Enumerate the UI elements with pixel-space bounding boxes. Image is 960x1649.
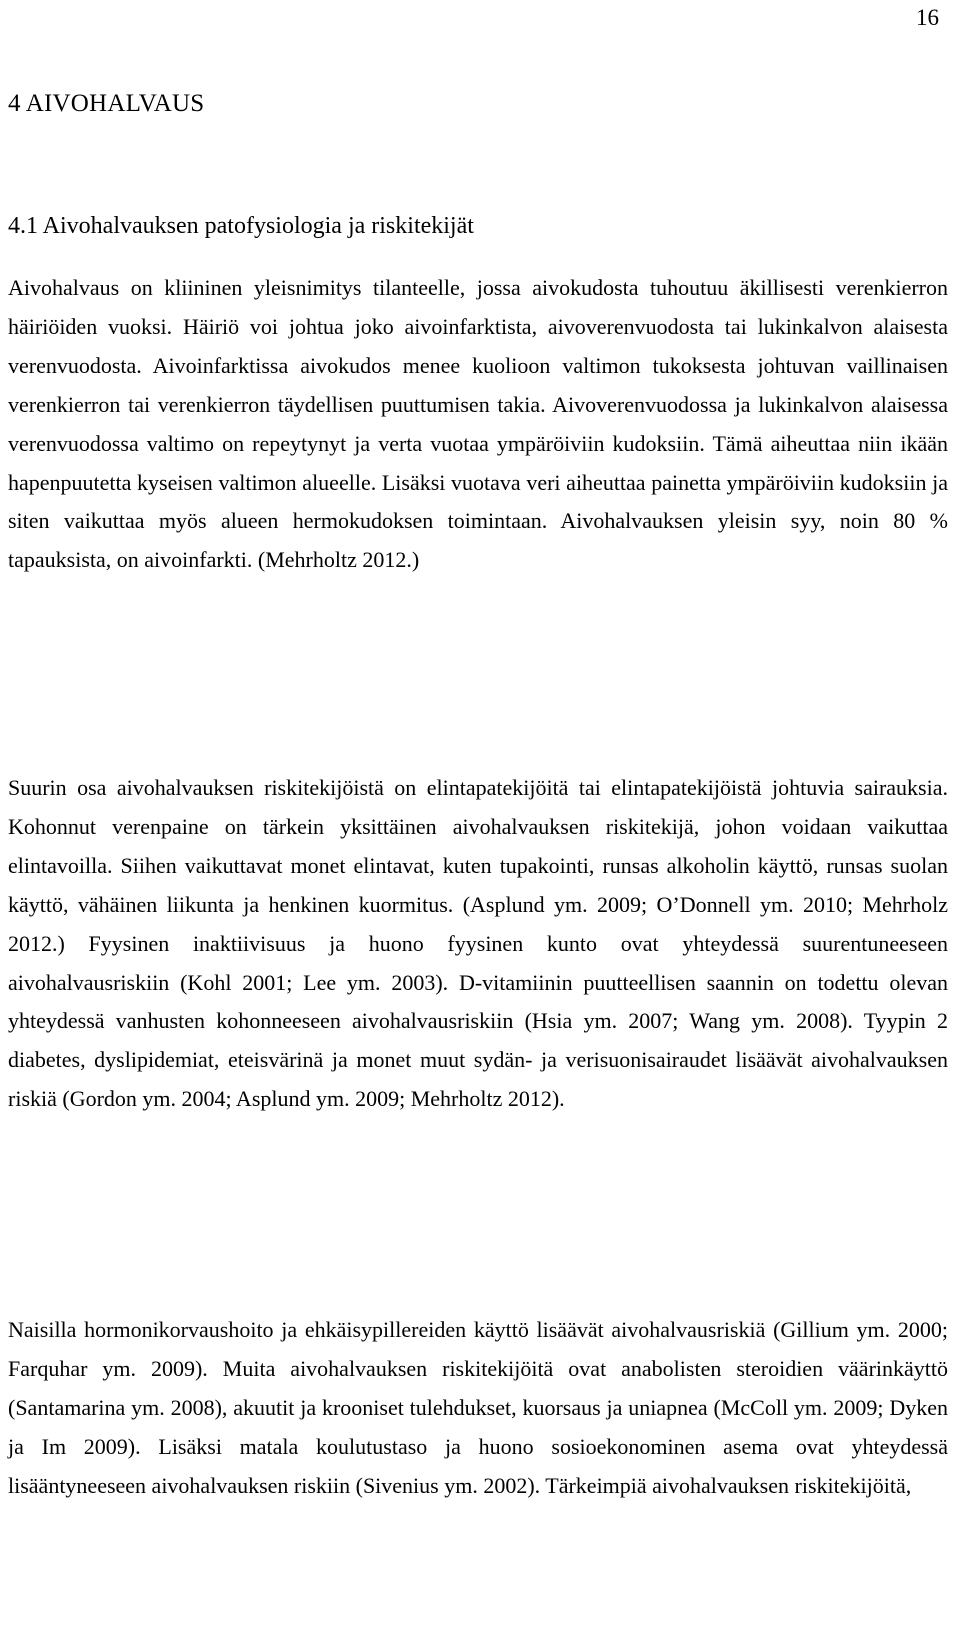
- paragraph-stroke-definition: Aivohalvaus on kliininen yleisnimitys tilanteelle, jossa aivokudosta tuhoutuu äkillisesti verenkierron häiriöiden vuoksi. Häiriö voi johtua joko aivoinfarktista, aivoverenvuodosta tai lukinkalvon alaisesta verenvuodosta. Aivoinfarktissa aivokudos menee kuolioon valtimon tukoksesta johtuvan vaillinaisen verenkierron tai verenkierron täydellisen puuttumisen takia. Aivoverenvuodossa ja lukinkalvon alaisessa verenvuodossa valtimo on repeytynyt ja verta vuotaa ympäröiviin kudoksiin. Tämä aiheuttaa niin ikään hapenpuutetta kyseisen valtimon alueelle. Lisäksi vuotava veri aiheuttaa painetta ympäröiviin kudoksiin ja siten vaikuttaa myös alueen hermokudoksen toimintaan. Aivohalvauksen yleisin syy, noin 80 % tapauksista, on aivoinfarkti. (Mehrholtz 2012.): [8, 275, 948, 573]
- chapter-heading: 4 AIVOHALVAUS: [8, 90, 205, 117]
- section-heading: 4.1 Aivohalvauksen patofysiologia ja riskitekijät: [8, 213, 474, 239]
- page-number: 16: [916, 5, 939, 30]
- paragraph-lifestyle-risk-factors: Suurin osa aivohalvauksen riskitekijöistä on elintapatekijöitä tai elintapatekijöistä johtuvia sairauksia. Kohonnut verenpaine on tärkein yksittäinen aivohalvauksen riskitekijä, johon voidaan vaikuttaa elintavoilla. Siihen vaikuttavat monet elintavat, kuten tupakointi, runsas alkoholin käyttö, runsas suolan käyttö, vähäinen liikunta ja henkinen kuormitus. (Asplund ym. 2009; O’Donnell ym. 2010; Mehrholz 2012.) Fyysinen inaktiivisuus ja huono fyysinen kunto ovat yhteydessä suurentuneeseen aivohalvausriskiin (Kohl 2001; Lee ym. 2003). D-vitamiinin puutteellisen saannin on todettu olevan yhteydessä vanhusten kohonneeseen aivohalvausriskiin (Hsia ym. 2007; Wang ym. 2008). Tyypin 2 diabetes, dyslipidemiat, eteisvärinä ja monet muut sydän- ja verisuonisairaudet lisäävät aivohalvauksen riskiä (Gordon ym. 2004; Asplund ym. 2009; Mehrholtz 2012).: [8, 775, 948, 1112]
- paragraph-other-risk-factors: Naisilla hormonikorvaushoito ja ehkäisypillereiden käyttö lisäävät aivohalvausriskiä (Gillium ym. 2000; Farquhar ym. 2009). Muita aivohalvauksen riskitekijöitä ovat anabolisten steroidien väärinkäyttö (Santamarina ym. 2008), akuutit ja krooniset tulehdukset, kuorsaus ja uniapnea (McColl ym. 2009; Dyken ja Im 2009). Lisäksi matala koulutustaso ja huono sosioekonominen asema ovat yhteydessä lisääntyneeseen aivohalvauksen riskiin (Sivenius ym. 2002). Tärkeimpiä aivohalvauksen riskitekijöitä,: [8, 1317, 948, 1498]
